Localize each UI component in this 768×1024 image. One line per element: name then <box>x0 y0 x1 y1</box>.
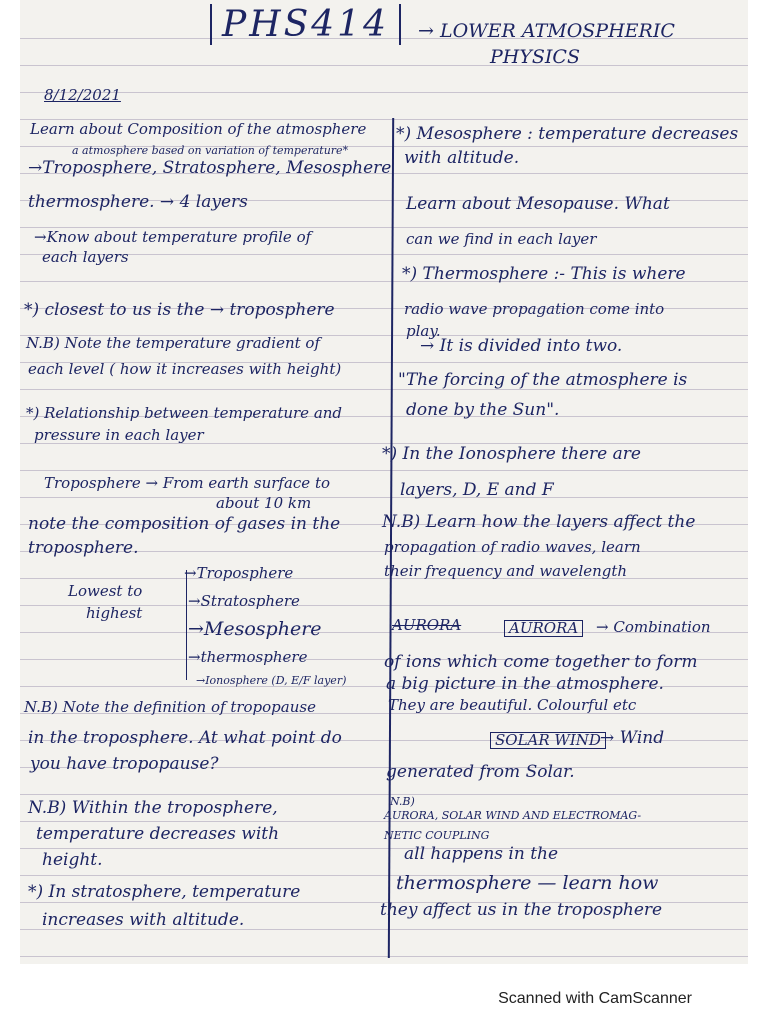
notebook-page <box>20 0 748 964</box>
page-title-line2: PHYSICS <box>490 46 580 68</box>
note-line: →Know about temperature profile of <box>34 228 312 246</box>
layer-item: →Mesosphere <box>188 618 322 640</box>
note-line: *) Mesosphere : temperature decreases <box>396 124 739 144</box>
note-line: N.B) <box>390 795 415 808</box>
note-line: each level ( how it increases with height) <box>28 360 342 378</box>
note-line: generated from Solar. <box>386 762 575 782</box>
note-line: all happens in the <box>404 844 559 864</box>
layer-item: →thermosphere <box>188 648 308 666</box>
note-line: Troposphere → From earth surface to <box>44 474 331 492</box>
note-line: AURORA, SOLAR WIND AND ELECTROMAG- <box>384 809 642 822</box>
note-line: N.B) Within the troposphere, <box>28 798 278 818</box>
note-line: NETIC COUPLING <box>384 829 490 842</box>
note-line: each layers <box>42 248 129 266</box>
note-line: → It is divided into two. <box>420 336 623 356</box>
note-line: Learn about Composition of the atmosphere <box>30 120 367 138</box>
order-label: highest <box>86 604 143 622</box>
note-line: Learn about Mesopause. What <box>406 194 670 214</box>
note-line: temperature decreases with <box>36 824 280 844</box>
note-line: about 10 km <box>216 494 312 512</box>
note-line: AURORA <box>392 616 462 634</box>
page-title: → LOWER ATMOSPHERIC <box>418 20 675 42</box>
note-line: →Troposphere, Stratosphere, Mesosphere <box>28 158 392 178</box>
note-line: a atmosphere based on variation of temperature* <box>72 144 349 157</box>
note-line: They are beautiful. Colourful etc <box>388 696 637 714</box>
note-line: in the troposphere. At what point do <box>28 728 342 748</box>
note-line: layers, D, E and F <box>400 480 554 500</box>
note-line: can we find in each layer <box>406 230 597 248</box>
note-line: with altitude. <box>404 148 520 168</box>
order-label: Lowest to <box>68 582 143 600</box>
note-line: play. <box>406 322 441 340</box>
note-line: *) In stratosphere, temperature <box>28 882 301 902</box>
note-line: thermosphere — learn how <box>396 872 659 894</box>
layer-item: →Stratosphere <box>188 592 300 610</box>
boxed-term: AURORA <box>504 620 583 637</box>
note-line: *) In the Ionosphere there are <box>382 444 641 464</box>
note-line: → Combination <box>596 618 711 636</box>
note-line: height. <box>42 850 103 870</box>
note-line: done by the Sun". <box>406 400 560 420</box>
note-line: *) closest to us is the → troposphere <box>24 300 335 320</box>
note-line: you have tropopause? <box>30 754 219 774</box>
note-line: increases with altitude. <box>42 910 245 930</box>
note-line: N.B) Learn how the layers affect the <box>382 512 696 532</box>
note-line: N.B) Note the definition of tropopause <box>24 698 316 716</box>
note-line: propagation of radio waves, learn <box>384 538 641 556</box>
note-line: *) Relationship between temperature and <box>26 404 343 422</box>
note-line: note the composition of gases in the <box>28 514 341 534</box>
note-line: N.B) Note the temperature gradient of <box>26 334 320 352</box>
note-line: "The forcing of the atmosphere is <box>398 370 688 390</box>
note-line: thermosphere. → 4 layers <box>28 192 248 212</box>
note-line: troposphere. <box>28 538 139 558</box>
layer-item: →Troposphere <box>184 564 294 582</box>
note-line: → Wind <box>600 728 665 748</box>
note-line: *) Thermosphere :- This is where <box>402 264 686 284</box>
note-line: they affect us in the troposphere <box>380 900 663 920</box>
date: 8/12/2021 <box>44 86 121 104</box>
note-line: radio wave propagation come into <box>404 300 665 318</box>
note-line: of ions which come together to form <box>384 652 698 672</box>
boxed-term: SOLAR WIND <box>490 732 606 749</box>
layer-item: →Ionosphere (D, E/F layer) <box>196 674 347 687</box>
note-line: a big picture in the atmosphere. <box>386 674 664 694</box>
scanner-watermark: Scanned with CamScanner <box>498 990 692 1007</box>
note-line: their frequency and wavelength <box>384 562 628 580</box>
course-code: PHS414 <box>210 4 401 45</box>
note-line: pressure in each layer <box>34 426 204 444</box>
